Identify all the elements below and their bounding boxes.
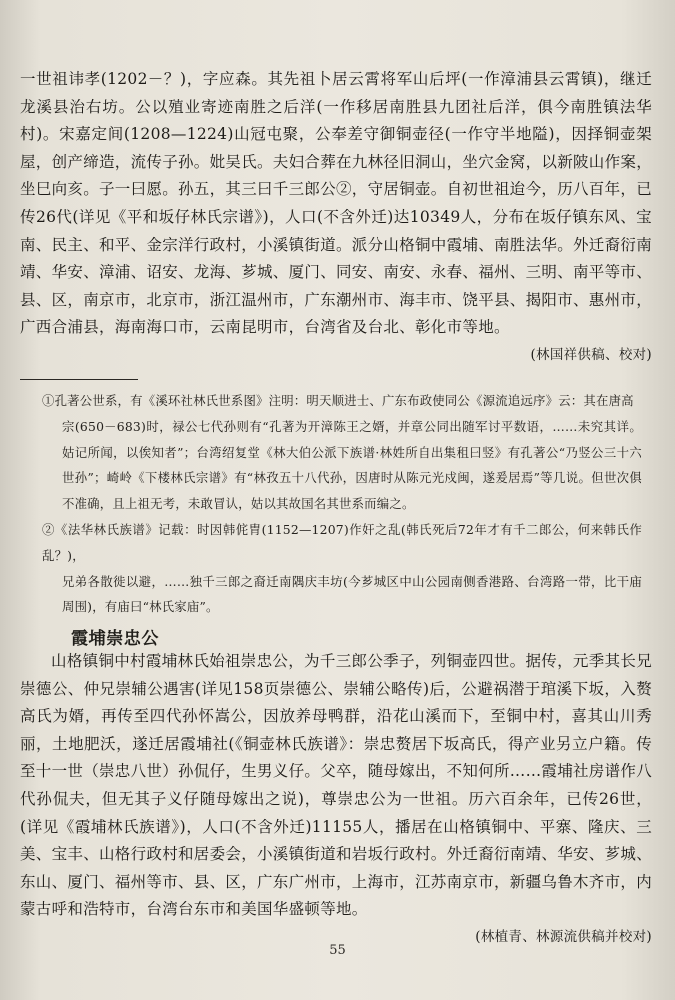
lineage-paragraph-xiao: 一世祖讳孝(1202－？)，字应森。其先祖卜居云霄将军山后坪(一作漳浦县云霄镇)，继迁龙溪县治右坊。公以殖业寄迹南胜之后洋(一作移居南胜县九团社后洋，俱今南胜镇法华村)。宋嘉定间(1208—1224)山冠屯聚，公奉差守御铜壶径(一作守半地隘)，因择铜壶架屋，创产缔造，流传子孙。妣吴氏。夫妇合葬在九林径旧洞山，坐穴金窝，以新陂山作案，坐巳向亥。子一曰愿。孙五，其三曰千三郎公②，守居铜壶。自初世祖迨今，历八百年，已传26代(详见《平和坂仔林氏宗谱》)，人口(不含外迁)达10349人，分布在坂仔镇东风、宝南、民主、和平、金宗洋行政村，小溪镇街道。派分山格铜中霞埔、南胜法华。外迁裔衍南靖、华安、漳浦、诏安、龙海、芗城、厦门、同安、南安、永春、福州、三明、南平等市、县、区，南京市，北京市，浙江温州市，广东潮州市、海丰市、饶平县、揭阳市、惠州市，广西合浦县，海南海口市，云南昆明市，台湾省及台北、彰化市等地。: [20, 70, 653, 337]
section-heading-xiapu: 霞埔崇忠公: [71, 629, 159, 649]
page-number: 55: [329, 943, 346, 958]
footnote-2-rest: 兄弟各散徙以避，……独千三郎之裔迁南隅庆丰坊(今芗城区中山公园南侧香港路、台湾路一带，比干庙周围)，有庙曰“林氏家庙”。: [62, 573, 642, 615]
credit-lin-zhiqing: (林植青、林源流供稿并校对): [475, 928, 652, 945]
footnote-2-first: ②《法华林氏族谱》记载：时因韩侂胄(1152—1207)作奸之乱(韩氏死后72年才有千二郎公，何来韩氏作乱？)，: [42, 521, 642, 563]
footnotes: [42, 388, 642, 620]
lineage-section-xiao: [20, 66, 652, 370]
lineage-section-chongzhong: [20, 648, 652, 952]
footnote-1-rest: 宗(650－683)时，禄公七代孙则有“孔著为开漳陈王之婿，并章公同出随军讨平数语，……未究其详。姑记所闻，以俟知者”；台湾绍复堂《林大伯公派下族谱·林姓所自出集租曰竖》有孔著公“乃竖公三十六世孙”；崎岭《下楼林氏宗谱》有“林孜五十八代孙，因唐时从陈元光戍闽，遂爰居焉”等几说。但世次俱不准确，且上祖无考，未敢冒认，姑以其故国名其世系而编之。: [62, 418, 642, 512]
lineage-paragraph-chongzhong: 山格镇铜中村霞埔林氏始祖崇忠公，为千三郎公季子，列铜壶四世。据传，元季其长兄崇德公、仲兄崇辅公遇害(详见158页崇德公、崇辅公略传)后，公避祸潜于琯溪下坂，入赘高氏为婿，再传至四代孙怀嵩公，因放养母鸭群，沿花山溪而下，至铜中村，喜其山川秀丽，土地肥沃，遂迁居霞埔社(《铜壶林氏族谱》：崇忠赘居下坂高氏，得产业另立户籍。传至十一世（崇忠八世）孙侃仔，生男义仔。父卒，随母嫁出，不知何所……霞埔社房谱作八代孙侃夫，但无其子义仔随母嫁出之说)，尊崇忠公为一世祖。历六百余年，已传26世，(详见《霞埔林氏族谱》)，人口(不含外迁)11155人，播居在山格镇铜中、平寨、隆庆、三美、宝丰、山格行政村和居委会，小溪镇街道和岩坂行政村。外迁裔衍南靖、华安、芗城、东山、厦门、福州等市、县、区，广东广州市，上海市，江苏南京市，新疆乌鲁木齐市，内蒙古呼和浩特市，台湾台东市和美国华盛顿等地。: [20, 652, 653, 919]
footnote-1-first: ①孔著公世系，有《溪环社林氏世系图》注明：明天顺进士、广东布政使同公《源流追远序》云：其在唐高: [42, 393, 634, 408]
credit-lin-guoxiang: (林国祥供稿、校对): [530, 346, 652, 363]
footnote-divider: [20, 379, 138, 380]
